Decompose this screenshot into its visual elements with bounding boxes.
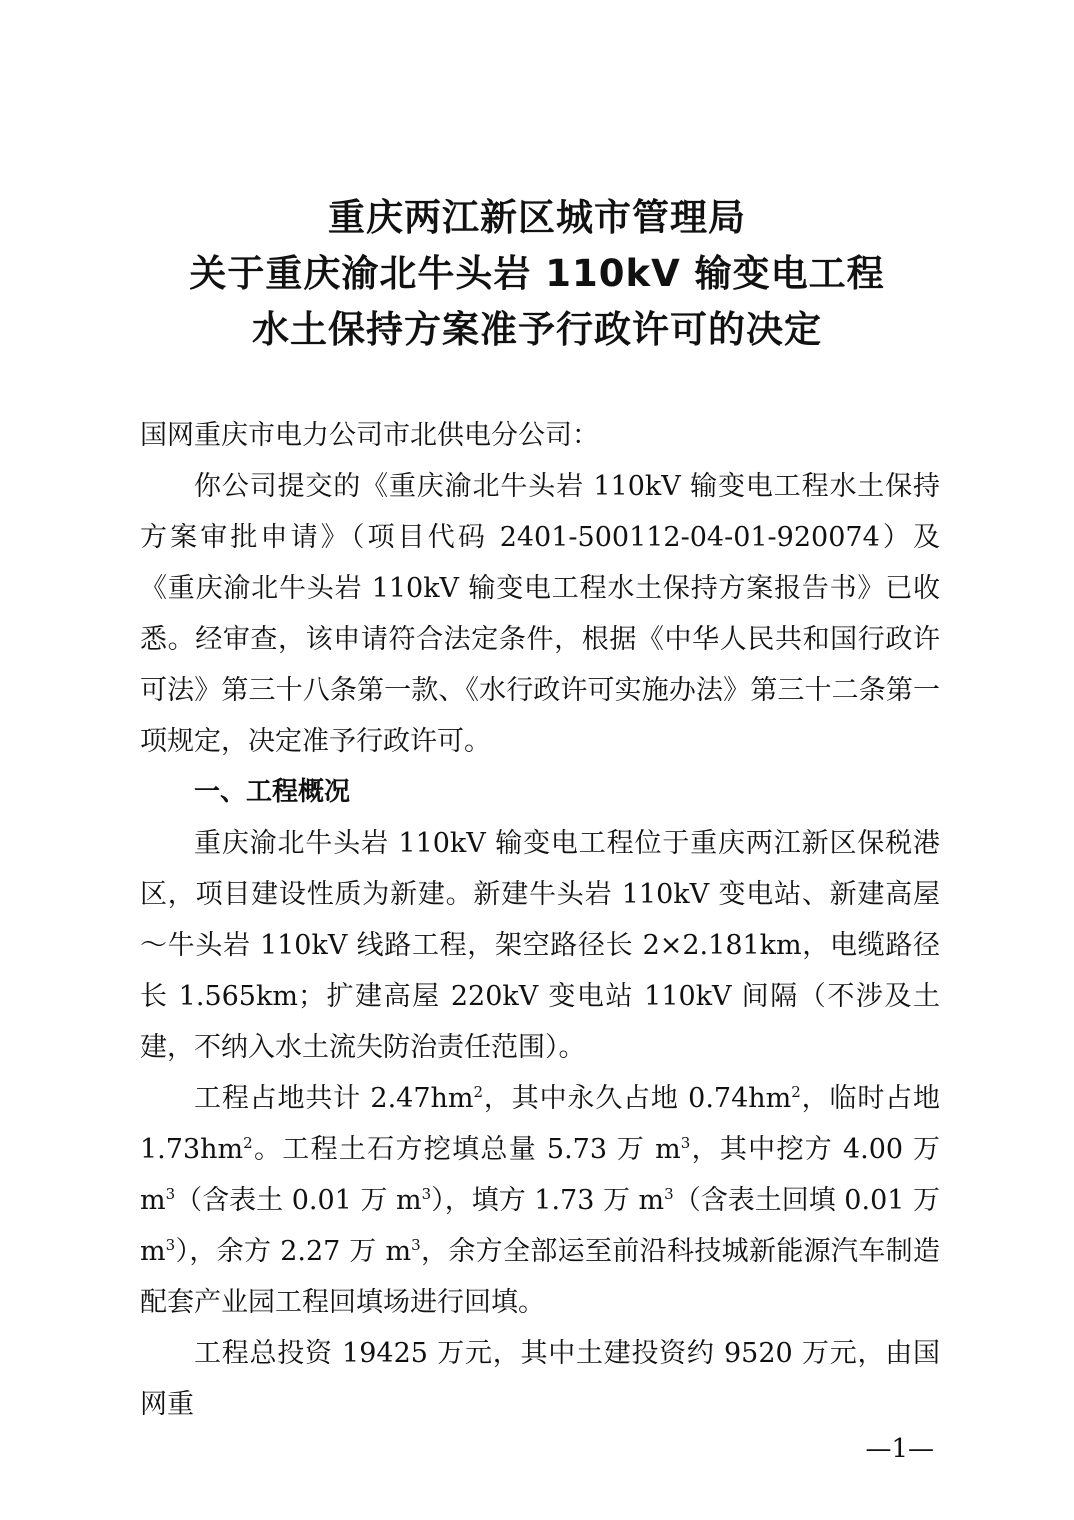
document-title — [0, 190, 1074, 358]
text-segment: ，余方全部运至前沿科技城新能源汽车制造配套产业园工程回填场进行回填。 — [140, 1236, 941, 1318]
text-segment: ，临时占地 1.73hm — [140, 1083, 940, 1165]
title-line-2: 关于重庆渝北牛头岩 110kV 输变电工程 — [189, 252, 885, 295]
superscript: 3 — [664, 1185, 674, 1203]
recipient-line: 国网重庆市电力公司市北供电分公司： — [140, 420, 599, 451]
text-segment: ，其中永久占地 0.74hm — [483, 1083, 792, 1114]
superscript: 3 — [165, 1236, 176, 1254]
superscript: 2 — [473, 1083, 484, 1101]
superscript: 3 — [411, 1236, 421, 1254]
superscript: 3 — [165, 1185, 176, 1203]
text-segment: （含表土回填 0.01 万 m — [140, 1185, 941, 1267]
text-segment: ），填方 1.73 万 m — [431, 1185, 665, 1216]
text-segment: ），余方 2.27 万 m — [175, 1236, 412, 1267]
text-segment: ，其中挖方 4.00 万 m — [140, 1134, 940, 1216]
superscript: 2 — [791, 1083, 801, 1101]
text-segment: （含表土 0.01 万 m — [175, 1185, 422, 1216]
superscript: 2 — [243, 1134, 253, 1152]
document-body — [140, 410, 940, 1430]
superscript: 3 — [421, 1185, 432, 1203]
paragraph-application: 你公司提交的《重庆渝北牛头岩 110kV 输变电工程水土保持方案审批申请》（项目代码 2401-500112-04-01-920074）及《重庆渝北牛头岩 110kV 输变电工程水土保持方案报告书》已收悉。经审查，该申请符合法定条件，根据《中华人民共和国行政许可法》第三十八条第一款、《水行政许可实施办法》第三十二条第一项规定，决定准予行政许可。 — [140, 471, 940, 757]
text-segment: 。工程土石方挖填总量 5.73 万 m — [252, 1134, 681, 1165]
page-number: —1— — [865, 1434, 934, 1464]
superscript: 3 — [680, 1134, 691, 1152]
title-line-3: 水土保持方案准予行政许可的决定 — [252, 308, 822, 351]
paragraph-project-overview: 重庆渝北牛头岩 110kV 输变电工程位于重庆两江新区保税港区，项目建设性质为新建。新建牛头岩 110kV 变电站、新建高屋～牛头岩 110kV 线路工程，架空路径长 2×2.181km，电缆路径长 1.565km；扩建高屋 220kV 变电站 110kV 间隔（不涉及土建，不纳入水土流失防治责任范围）。 — [140, 828, 940, 1063]
title-line-1: 重庆两江新区城市管理局 — [328, 196, 746, 239]
section-heading-overview: 一、工程概况 — [194, 777, 351, 807]
paragraph-investment: 工程总投资 19425 万元，其中土建投资约 9520 万元，由国网重 — [140, 1338, 940, 1420]
paragraph-land-earthwork — [140, 1073, 940, 1328]
text-segment: 工程占地共计 2.47hm — [194, 1083, 474, 1114]
